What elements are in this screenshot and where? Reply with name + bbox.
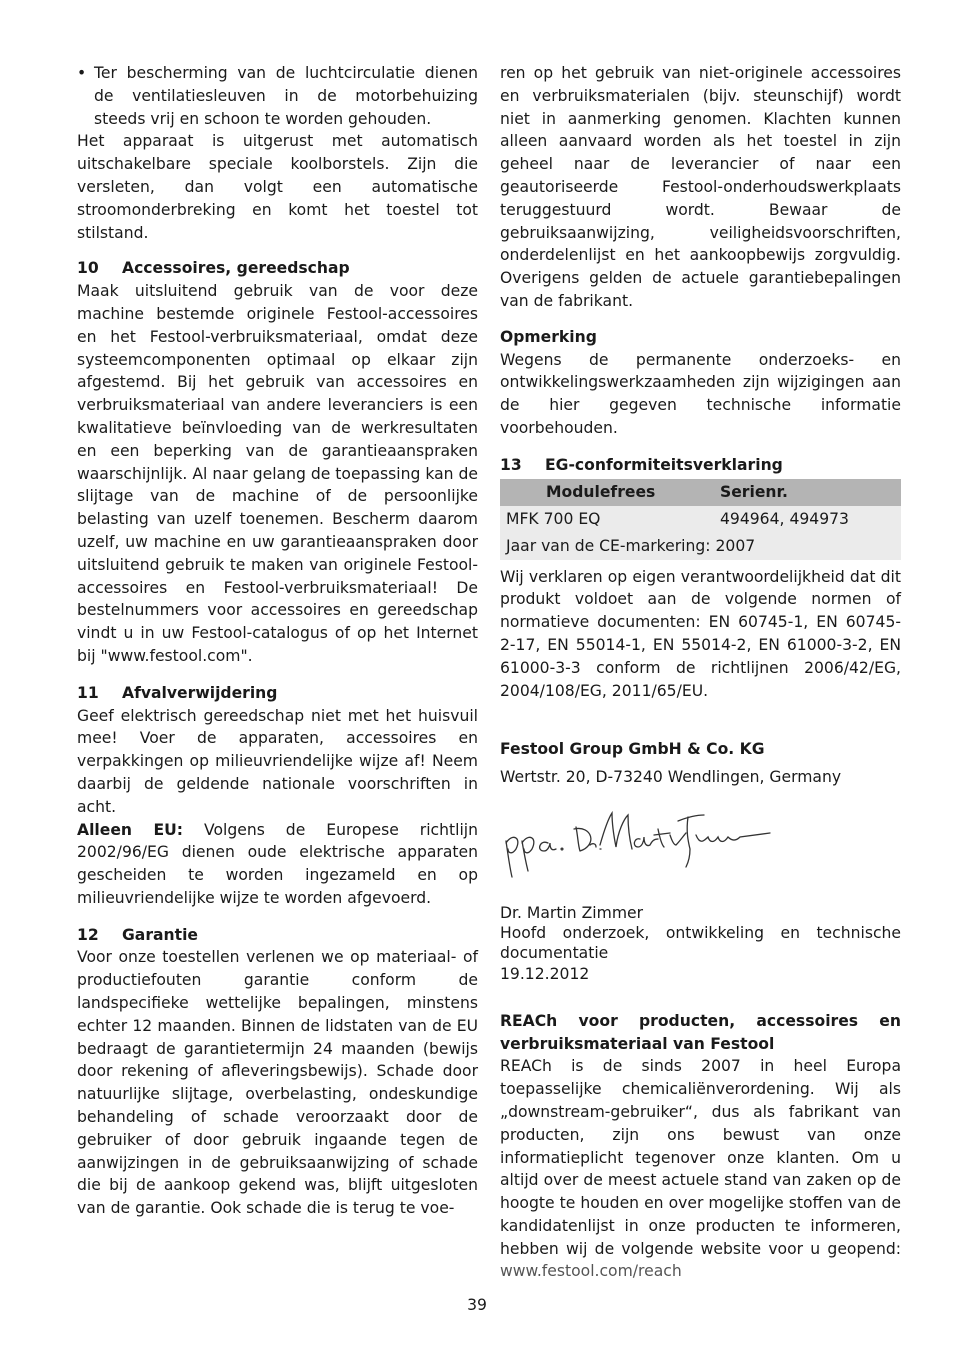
page-number: 39 — [467, 1296, 487, 1314]
bullet-text: Ter bescherming van de luchtcirculatie dienen de ventilatiesleuven in de motorbehuizing steeds vrij en schoon te worden gehouden. — [94, 64, 478, 128]
table-header-product: Modulefrees — [500, 479, 714, 506]
table-cell-year: Jaar van de CE-markering: 2007 — [500, 533, 901, 560]
signature-image — [500, 805, 780, 885]
signer-name: Dr. Martin Zimmer — [500, 903, 644, 922]
reach-text: REACh is de sinds 2007 in heel Europa toepasselijke chemicaliënverordening. Wij als „downstream-gebruiker“, dus als fabrikant van producten, zijn ons bewust van onze informatieplicht tegenover onze klanten. Om u altijd over de meest actuele stand van zaken op de hoogte te houden en over mogelijke stoffen van de kandidatenlijst in onze producten te informeren, hebben wij de volgende website voor u geopend: — [500, 1057, 901, 1258]
company-address: Wertstr. 20, D-73240 Wendlingen, Germany — [500, 768, 842, 787]
heading-section-13 — [500, 454, 901, 477]
conformity-table — [500, 479, 901, 560]
section-number: 10 — [77, 259, 99, 278]
bullet-dot: • — [77, 64, 87, 82]
eu-label: Alleen EU: — [77, 820, 184, 839]
signer-title: Hoofd onderzoek, ontwikkeling en technische documentatie — [500, 923, 901, 962]
paragraph-conformity: Wij verklaren op eigen verantwoordelijkheid dat dit produkt voldoet aan de volgende normen of normatieve documenten: EN 60745-1, EN 60745-2-17, EN 55014-1, EN 55014-2, EN 61000-3-2, EN 61000-3-3 conform de richtlijnen 2006/42/EG, 2004/108/EG, 2011/65/EU. — [500, 567, 901, 700]
table-cell-model: MFK 700 EQ — [500, 506, 714, 533]
section-number: 12 — [77, 925, 99, 944]
heading-section-10 — [77, 257, 478, 280]
company-name: Festool Group GmbH & Co. KG — [500, 740, 765, 759]
section-title: EG-conformiteitsverklaring — [545, 455, 783, 474]
heading-reach: REACh voor producten, accessoires en verbruiksmateriaal van Festool — [500, 1011, 901, 1053]
table-row — [500, 533, 901, 560]
signature — [500, 805, 901, 885]
paragraph-reach — [500, 1055, 901, 1283]
section-title: Accessoires, gereedschap — [122, 259, 350, 278]
paragraph-accessoires: Maak uitsluitend gebruik van de voor deze machine bestemde originele Festool-accessoires en het Festool-verbruiksmateriaal, omdat deze systeemcomponenten optimaal op elkaar zijn afgestemd. Bij het gebruik van accessoires en verbruiksmateriaal van andere leveranciers is een kwalitatieve beïnvloeding van de werkresultaten en een beperking van de garantieaanspraken waarschijnlijk. Al naar gelang de toepassing kan de slijtage van de machine of de persoonlijke belasting van uzelf toenemen. Bescherm daarom uzelf, uw machine en uw garantieaanspraken door uitsluitend gebruik te maken van originele Festool-accessoires en Festool-verbruiksmateriaal! De bestelnummers voor accessoires en gereedschap vindt u in uw Festool-catalogus of op het Internet bij "www.festool.com". — [77, 282, 478, 665]
paragraph-koolborstels: Het apparaat is uitgerust met automatisch uitschakelbare speciale koolborstels. Zijn die versleten, dan volgt een automatische stroomonderbreking en komt het toestel tot stilstand. — [77, 132, 478, 242]
section-title: Garantie — [122, 925, 199, 944]
bullet-item — [77, 62, 478, 130]
paragraph-alleen-eu — [77, 819, 478, 910]
heading-section-12 — [77, 924, 478, 947]
section-title: Afvalverwijdering — [122, 683, 278, 702]
left-column — [77, 62, 478, 1220]
heading-section-11 — [77, 682, 478, 705]
paragraph-garantie: Voor onze toestellen verlenen we op materiaal- of productiefouten garantie conform de landspecifieke wettelijke bepalingen, minstens echter 12 maanden. Binnen de lidstaten van de EU bedraagt de garantietermijn 24 maanden (bewijs door rekening of afleveringsbewijs). Schade door natuurlijke slijtage, overbelasting, ondeskundige behandeling of schade veroorzaakt door de gebruiker of door gebruik ingaande tegen de aanwijzingen in de gebruiksaanwijzing of schade die bij de aankoop gekend was, blijft uitgesloten van de garantie. Ook schade die is terug te voe- — [77, 948, 478, 1218]
eu-text: Volgens de Europese richtlijn 2002/96/EG dienen oude elektrische apparaten gescheiden te worden ingezameld en op milieuvriendelijke wijze te worden afgevoerd. — [77, 820, 478, 907]
table-header-serial: Serienr. — [714, 479, 901, 506]
table-header-row — [500, 479, 901, 506]
paragraph-afval: Geef elektrisch gereedschap niet met het huisvuil mee! Voer de apparaten, accessoires en verpakkingen op milieuvriendelijke wijze af! Neem daarbij de geldende nationale voorschriften in acht. — [77, 706, 478, 816]
table-row — [500, 506, 901, 533]
heading-opmerking: Opmerking — [500, 327, 597, 346]
paragraph-opmerking: Wegens de permanente onderzoeks- en ontwikkelingswerkzaamheden zijn wijzigingen aan de hier gegeven technische informatie voorbehouden. — [500, 350, 901, 437]
right-column — [500, 62, 901, 1283]
section-number: 11 — [77, 683, 99, 702]
reach-link[interactable]: www.festool.com/reach — [500, 1262, 682, 1281]
table-cell-serial: 494964, 494973 — [714, 506, 901, 533]
signature-date: 19.12.2012 — [500, 964, 590, 983]
section-number: 13 — [500, 455, 522, 474]
paragraph-garantie-cont: ren op het gebruik van niet-originele accessoires en verbruiksmaterialen (bijv. steunschijf) wordt niet in aanmerking genomen. Klachten kunnen alleen aanvaard worden als het toestel in zijn geheel naar de leverancier of naar een geautoriseerde Festool-onderhoudswerkplaats teruggestuurd wordt. Bewaar de gebruiksaanwijzing, veiligheidsvoorschriften, onderdelenlijst en het aankoopbewijs zorgvuldig. Overigens gelden de actuele garantiebepalingen van de fabrikant. — [500, 64, 901, 310]
